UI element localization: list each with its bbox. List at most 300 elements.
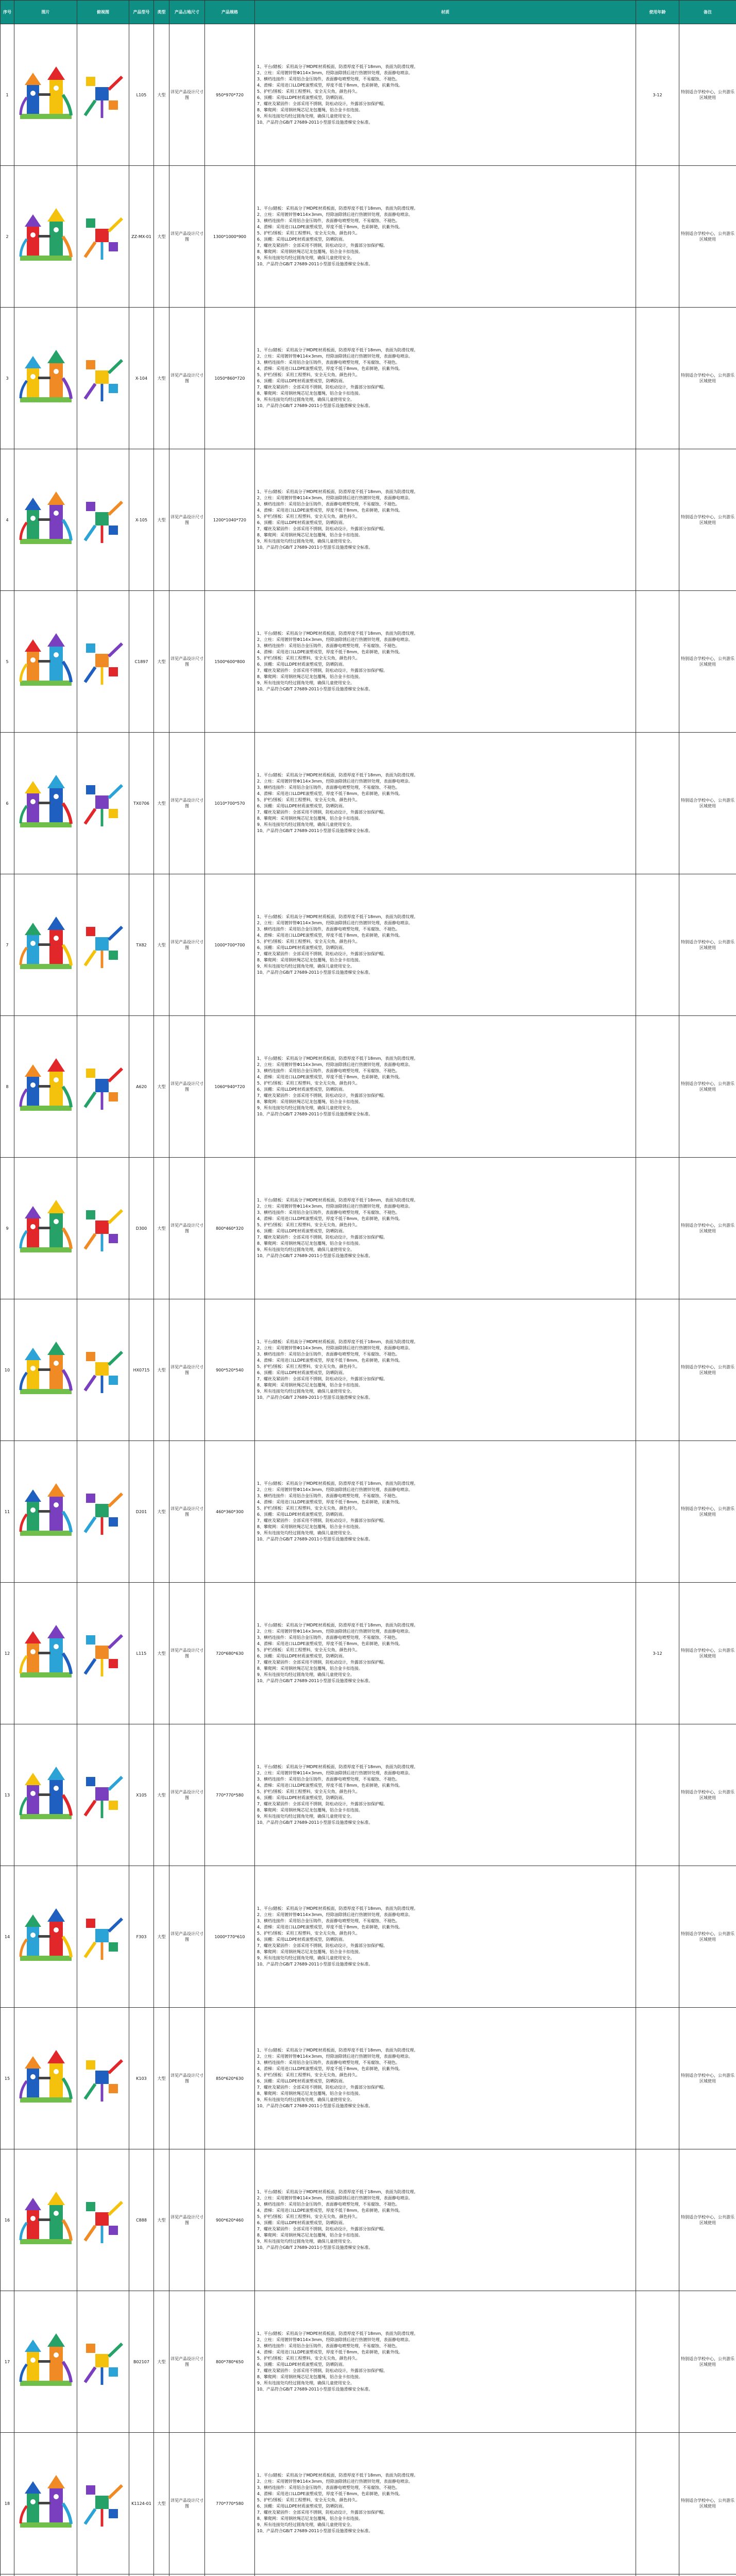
material-line: 2、立柱：采用镀锌管Φ114×3mm，经除油除锈后进行热镀锌处理，表面静电喷涂。 — [257, 496, 413, 500]
playground-photo-icon — [18, 340, 74, 417]
material-line: 10、产品符合GB/T 27689-2011小型游乐设施滑梯安全标准。 — [257, 1253, 373, 1258]
product-note: 特别适合学校中心，公共游乐区域使用 — [679, 24, 736, 166]
product-image-cell — [14, 166, 77, 308]
material-line: 2、立柱：采用镀锌管Φ114×3mm，经除油除锈后进行热镀锌处理，表面静电喷涂。 — [257, 212, 413, 217]
table-row — [1, 449, 736, 591]
material-line: 5、护栏/围板：采用工程塑料，安全无尖角，颜色持久。 — [257, 372, 360, 377]
material-line: 6、顶棚：采用LLDPE材质滚塑成型，防晒防雨。 — [257, 804, 347, 808]
playground-photo-icon — [18, 1615, 74, 1692]
material-line: 2、立柱：采用镀锌管Φ114×3mm，经除油除锈后进行热镀锌处理，表面静电喷涂。 — [257, 2479, 413, 2484]
topview-image-cell — [77, 874, 129, 1016]
material-line: 1、平台/踏板：采用高分子MDPE材质板面，防滑厚度不低于18mm，表面为防滑纹理。 — [257, 2048, 418, 2053]
material-line: 6、顶棚：采用LLDPE材质滚塑成型，防晒防雨。 — [257, 2221, 347, 2225]
material-line: 7、螺丝及紧固件：全部采用不锈钢，防松动设计，外露部分加保护帽。 — [257, 2085, 388, 2090]
product-area: 详见产品设计尺寸图 — [169, 449, 205, 591]
product-model: L105 — [129, 24, 154, 166]
material-line: 9、所有连接处均经过圆角处理，确保儿童使用安全。 — [257, 1814, 355, 1819]
product-model: K103 — [129, 2008, 154, 2149]
material-line: 3、横档连接件：采用铝合金压铸件，表面静电喷塑处理，不易腐蚀、不褪色。 — [257, 1069, 400, 1073]
product-model: D300 — [129, 1158, 154, 1299]
material-line: 3、横档连接件：采用铝合金压铸件，表面静电喷塑处理，不易腐蚀、不褪色。 — [257, 360, 400, 365]
material-line: 5、护栏/围板：采用工程塑料，安全无尖角，颜色持久。 — [257, 1789, 360, 1794]
topview-image-cell — [77, 733, 129, 874]
material-line: 1、平台/踏板：采用高分子MDPE材质板面，防滑厚度不低于18mm，表面为防滑纹理。 — [257, 2331, 418, 2336]
playground-topview-icon — [80, 208, 126, 265]
material-line: 1、平台/踏板：采用高分子MDPE材质板面，防滑厚度不低于18mm，表面为防滑纹理。 — [257, 64, 418, 69]
product-image-cell — [14, 1583, 77, 1724]
row-index: 10 — [1, 1299, 14, 1441]
material-line: 5、护栏/围板：采用工程塑料，安全无尖角，颜色持久。 — [257, 1081, 360, 1086]
material-line: 7、螺丝及紧固件：全部采用不锈钢，防松动设计，外露部分加保护帽。 — [257, 668, 388, 673]
material-line: 2、立柱：采用镀锌管Φ114×3mm，经除油除锈后进行热镀锌处理，表面静电喷涂。 — [257, 637, 413, 642]
product-material — [255, 308, 636, 449]
product-age — [636, 1299, 679, 1441]
product-area — [169, 2574, 205, 2576]
material-line: 8、攀爬网：采用钢丝绳芯尼龙包覆绳，铝合金卡扣连接。 — [257, 249, 363, 254]
material-line: 3、横档连接件：采用铝合金压铸件，表面静电喷塑处理，不易腐蚀、不褪色。 — [257, 643, 400, 648]
row-index: 12 — [1, 1583, 14, 1724]
material-line: 5、护栏/围板：采用工程塑料，安全无尖角，颜色持久。 — [257, 514, 360, 519]
product-model — [129, 2574, 154, 2576]
material-line: 1、平台/踏板：采用高分子MDPE材质板面，防滑厚度不低于18mm，表面为防滑纹理。 — [257, 1623, 418, 1628]
table-row — [1, 2008, 736, 2149]
material-line: 6、顶棚：采用LLDPE材质滚塑成型，防晒防雨。 — [257, 1512, 347, 1517]
product-spec: 1060*940*720 — [205, 1016, 255, 1158]
material-line: 5、护栏/围板：采用工程塑料，安全无尖角，颜色持久。 — [257, 1364, 360, 1369]
material-line: 7、螺丝及紧固件：全部采用不锈钢，防松动设计，外露部分加保护帽。 — [257, 1518, 388, 1523]
table-row — [1, 874, 736, 1016]
product-material — [255, 2008, 636, 2149]
row-index: 8 — [1, 1016, 14, 1158]
material-line: 9、所有连接处均经过圆角处理，确保儿童使用安全。 — [257, 539, 355, 544]
topview-image-cell — [77, 1441, 129, 1583]
playground-photo-icon — [18, 623, 74, 700]
product-type: 大型 — [154, 1299, 169, 1441]
material-line: 3、横档连接件：采用铝合金压铸件，表面静电喷塑处理，不易腐蚀、不褪色。 — [257, 927, 400, 931]
product-spec: 770*770*580 — [205, 1724, 255, 1866]
product-age — [636, 733, 679, 874]
table-row — [1, 733, 736, 874]
product-age — [636, 1441, 679, 1583]
product-area: 详见产品设计尺寸图 — [169, 2291, 205, 2433]
material-line: 7、螺丝及紧固件：全部采用不锈钢，防松动设计，外露部分加保护帽。 — [257, 385, 388, 389]
product-note — [679, 2574, 736, 2576]
product-type: 大型 — [154, 166, 169, 308]
product-type: 大型 — [154, 2149, 169, 2291]
playground-topview-icon — [80, 1908, 126, 1965]
material-line: 3、横档连接件：采用铝合金压铸件，表面静电喷塑处理，不易腐蚀、不褪色。 — [257, 77, 400, 81]
product-type: 大型 — [154, 2008, 169, 2149]
product-area: 详见产品设计尺寸图 — [169, 308, 205, 449]
product-material — [255, 2574, 636, 2576]
material-line: 4、滑梯：采用进口LLDPE滚塑成型，厚度不低于8mm，色彩鲜艳，抗紫外线。 — [257, 1783, 403, 1788]
product-area: 详见产品设计尺寸图 — [169, 2008, 205, 2149]
material-line: 5、护栏/围板：采用工程塑料，安全无尖角，颜色持久。 — [257, 231, 360, 235]
material-line: 8、攀爬网：采用钢丝绳芯尼龙包覆绳，铝合金卡扣连接。 — [257, 533, 363, 537]
material-line: 10、产品符合GB/T 27689-2011小型游乐设施滑梯安全标准。 — [257, 2245, 373, 2250]
playground-photo-icon — [18, 1756, 74, 1834]
product-spec: 1000*700*700 — [205, 874, 255, 1016]
product-area: 详见产品设计尺寸图 — [169, 1724, 205, 1866]
product-age — [636, 2433, 679, 2574]
material-line: 2、立柱：采用镀锌管Φ114×3mm，经除油除锈后进行热镀锌处理，表面静电喷涂。 — [257, 2337, 413, 2342]
product-image-cell — [14, 733, 77, 874]
product-material — [255, 1441, 636, 1583]
product-model: X105 — [129, 1724, 154, 1866]
material-line: 6、顶棚：采用LLDPE材质滚塑成型，防晒防雨。 — [257, 95, 347, 100]
row-index: 2 — [1, 166, 14, 308]
material-line: 2、立柱：采用镀锌管Φ114×3mm，经除油除锈后进行热镀锌处理，表面静电喷涂。 — [257, 1204, 413, 1209]
material-line: 6、顶棚：采用LLDPE材质滚塑成型，防晒防雨。 — [257, 1654, 347, 1658]
topview-image-cell — [77, 308, 129, 449]
product-spec: 800*780*650 — [205, 2291, 255, 2433]
material-line: 2、立柱：采用镀锌管Φ114×3mm，经除油除锈后进行热镀锌处理，表面静电喷涂。 — [257, 779, 413, 784]
material-line: 9、所有连接处均经过圆角处理，确保儿童使用安全。 — [257, 681, 355, 685]
product-note: 特别适合学校中心，公共游乐区域使用 — [679, 166, 736, 308]
product-spec: 950*970*720 — [205, 24, 255, 166]
material-line: 8、攀爬网：采用钢丝绳芯尼龙包覆绳，铝合金卡扣连接。 — [257, 2233, 363, 2238]
product-age — [636, 591, 679, 733]
material-line: 1、平台/踏板：采用高分子MDPE材质板面，防滑厚度不低于18mm，表面为防滑纹理。 — [257, 1481, 418, 1486]
material-line: 4、滑梯：采用进口LLDPE滚塑成型，厚度不低于8mm，色彩鲜艳，抗紫外线。 — [257, 225, 403, 229]
product-note: 特别适合学校中心，公共游乐区域使用 — [679, 2291, 736, 2433]
product-material — [255, 874, 636, 1016]
product-area: 详见产品设计尺寸图 — [169, 1016, 205, 1158]
material-line: 10、产品符合GB/T 27689-2011小型游乐设施滑梯安全标准。 — [257, 1395, 373, 1400]
playground-photo-icon — [18, 2181, 74, 2259]
product-spec: 1010*700*570 — [205, 733, 255, 874]
product-model: HX0715 — [129, 1299, 154, 1441]
material-line: 5、护栏/围板：采用工程塑料，安全无尖角，颜色持久。 — [257, 1931, 360, 1936]
material-line: 4、滑梯：采用进口LLDPE滚塑成型，厚度不低于8mm，色彩鲜艳，抗紫外线。 — [257, 650, 403, 654]
product-model: ZZ-MX-01 — [129, 166, 154, 308]
material-line: 9、所有连接处均经过圆角处理，确保儿童使用安全。 — [257, 256, 355, 260]
product-age: 3-12 — [636, 1583, 679, 1724]
product-image-cell — [14, 874, 77, 1016]
row-index: 14 — [1, 1866, 14, 2008]
table-row — [1, 1016, 736, 1158]
product-note: 特别适合学校中心，公共游乐区域使用 — [679, 2149, 736, 2291]
playground-photo-icon — [18, 2465, 74, 2542]
material-line: 10、产品符合GB/T 27689-2011小型游乐设施滑梯安全标准。 — [257, 120, 373, 125]
product-type: 大型 — [154, 2291, 169, 2433]
material-line: 5、护栏/围板：采用工程塑料，安全无尖角，颜色持久。 — [257, 89, 360, 94]
header-age: 使用年龄 — [636, 1, 679, 24]
material-line: 5、护栏/围板：采用工程塑料，安全无尖角，颜色持久。 — [257, 2498, 360, 2502]
material-line: 2、立柱：采用镀锌管Φ114×3mm，经除油除锈后进行热镀锌处理，表面静电喷涂。 — [257, 1912, 413, 1917]
topview-image-cell — [77, 24, 129, 166]
material-line: 8、攀爬网：采用钢丝绳芯尼龙包覆绳，铝合金卡扣连接。 — [257, 816, 363, 821]
product-image-cell — [14, 591, 77, 733]
product-age — [636, 308, 679, 449]
product-model: K1124-01 — [129, 2433, 154, 2574]
table-row — [1, 2433, 736, 2574]
product-note: 特别适合学校中心，公共游乐区域使用 — [679, 308, 736, 449]
playground-photo-icon — [18, 2040, 74, 2117]
product-type: 大型 — [154, 1016, 169, 1158]
table-row — [1, 1724, 736, 1866]
product-note: 特别适合学校中心，公共游乐区域使用 — [679, 2008, 736, 2149]
material-line: 9、所有连接处均经过圆角处理，确保儿童使用安全。 — [257, 397, 355, 402]
material-line: 9、所有连接处均经过圆角处理，确保儿童使用安全。 — [257, 2097, 355, 2102]
material-line: 8、攀爬网：采用钢丝绳芯尼龙包覆绳，铝合金卡扣连接。 — [257, 1666, 363, 1671]
playground-topview-icon — [80, 2192, 126, 2248]
material-line: 8、攀爬网：采用钢丝绳芯尼龙包覆绳，铝合金卡扣连接。 — [257, 1241, 363, 1246]
topview-image-cell — [77, 166, 129, 308]
playground-topview-icon — [80, 775, 126, 832]
material-line: 7、螺丝及紧固件：全部采用不锈钢，防松动设计，外露部分加保护帽。 — [257, 2510, 388, 2515]
material-line: 8、攀爬网：采用钢丝绳芯尼龙包覆绳，铝合金卡扣连接。 — [257, 2375, 363, 2379]
product-area: 详见产品设计尺寸图 — [169, 1158, 205, 1299]
playground-topview-icon — [80, 66, 126, 123]
product-area: 详见产品设计尺寸图 — [169, 2149, 205, 2291]
material-line: 8、攀爬网：采用钢丝绳芯尼龙包覆绳，铝合金卡扣连接。 — [257, 1808, 363, 1812]
material-line: 6、顶棚：采用LLDPE材质滚塑成型，防晒防雨。 — [257, 237, 347, 242]
product-type: 大型 — [154, 1866, 169, 2008]
header-note: 备注 — [679, 1, 736, 24]
material-line: 10、产品符合GB/T 27689-2011小型游乐设施滑梯安全标准。 — [257, 2387, 373, 2392]
product-type: 大型 — [154, 1158, 169, 1299]
material-line: 4、滑梯：采用进口LLDPE滚塑成型，厚度不低于8mm，色彩鲜艳，抗紫外线。 — [257, 2066, 403, 2071]
header-area: 产品占地尺寸 — [169, 1, 205, 24]
material-line: 8、攀爬网：采用钢丝绳芯尼龙包覆绳，铝合金卡扣连接。 — [257, 958, 363, 962]
product-type: 大型 — [154, 1583, 169, 1724]
material-line: 10、产品符合GB/T 27689-2011小型游乐设施滑梯安全标准。 — [257, 1820, 373, 1825]
material-line: 5、护栏/围板：采用工程塑料，安全无尖角，颜色持久。 — [257, 2214, 360, 2219]
playground-topview-icon — [80, 2333, 126, 2390]
material-line: 1、平台/踏板：采用高分子MDPE材质板面，防滑厚度不低于18mm，表面为防滑纹理。 — [257, 2190, 418, 2194]
material-line: 9、所有连接处均经过圆角处理，确保儿童使用安全。 — [257, 2381, 355, 2385]
material-line: 1、平台/踏板：采用高分子MDPE材质板面，防滑厚度不低于18mm，表面为防滑纹理。 — [257, 914, 418, 919]
topview-image-cell — [77, 1299, 129, 1441]
topview-image-cell — [77, 449, 129, 591]
material-line: 10、产品符合GB/T 27689-2011小型游乐设施滑梯安全标准。 — [257, 1537, 373, 1541]
material-line: 9、所有连接处均经过圆角处理，确保儿童使用安全。 — [257, 2239, 355, 2244]
product-spec: 1000*770*610 — [205, 1866, 255, 2008]
material-line: 10、产品符合GB/T 27689-2011小型游乐设施滑梯安全标准。 — [257, 2529, 373, 2533]
product-age — [636, 1866, 679, 2008]
material-line: 7、螺丝及紧固件：全部采用不锈钢，防松动设计，外露部分加保护帽。 — [257, 1235, 388, 1240]
row-index: 9 — [1, 1158, 14, 1299]
material-line: 2、立柱：采用镀锌管Φ114×3mm，经除油除锈后进行热镀锌处理，表面静电喷涂。 — [257, 1346, 413, 1350]
row-index: 17 — [1, 2291, 14, 2433]
product-model: TX0706 — [129, 733, 154, 874]
playground-topview-icon — [80, 1342, 126, 1398]
topview-image-cell — [77, 1158, 129, 1299]
playground-topview-icon — [80, 917, 126, 973]
material-line: 6、顶棚：采用LLDPE材质滚塑成型，防晒防雨。 — [257, 520, 347, 525]
material-line: 7、螺丝及紧固件：全部采用不锈钢，防松动设计，外露部分加保护帽。 — [257, 527, 388, 531]
material-line: 7、螺丝及紧固件：全部采用不锈钢，防松动设计，外露部分加保护帽。 — [257, 1093, 388, 1098]
material-line: 6、顶棚：采用LLDPE材质滚塑成型，防晒防雨。 — [257, 1795, 347, 1800]
product-spec: 1050*860*720 — [205, 308, 255, 449]
row-index: 18 — [1, 2433, 14, 2574]
material-line: 4、滑梯：采用进口LLDPE滚塑成型，厚度不低于8mm，色彩鲜艳，抗紫外线。 — [257, 366, 403, 371]
topview-image-cell — [77, 1724, 129, 1866]
material-line: 7、螺丝及紧固件：全部采用不锈钢，防松动设计，外露部分加保护帽。 — [257, 1802, 388, 1806]
header-type: 类型 — [154, 1, 169, 24]
material-line: 9、所有连接处均经过圆角处理，确保儿童使用安全。 — [257, 1531, 355, 1535]
material-line: 7、螺丝及紧固件：全部采用不锈钢，防松动设计，外露部分加保护帽。 — [257, 952, 388, 956]
material-line: 3、横档连接件：采用铝合金压铸件，表面静电喷塑处理，不易腐蚀、不褪色。 — [257, 1210, 400, 1215]
product-area: 详见产品设计尺寸图 — [169, 733, 205, 874]
material-line: 10、产品符合GB/T 27689-2011小型游乐设施滑梯安全标准。 — [257, 545, 373, 550]
material-line: 1、平台/踏板：采用高分子MDPE材质板面，防滑厚度不低于18mm，表面为防滑纹理。 — [257, 1340, 418, 1344]
product-material — [255, 2433, 636, 2574]
product-area: 详见产品设计尺寸图 — [169, 1441, 205, 1583]
material-line: 7、螺丝及紧固件：全部采用不锈钢，防松动设计，外露部分加保护帽。 — [257, 810, 388, 815]
product-spec: 1500*600*800 — [205, 591, 255, 733]
playground-photo-icon — [18, 765, 74, 842]
material-line: 3、横档连接件：采用铝合金压铸件，表面静电喷塑处理，不易腐蚀、不褪色。 — [257, 2202, 400, 2207]
row-index: 11 — [1, 1441, 14, 1583]
topview-image-cell — [77, 2149, 129, 2291]
material-line: 3、横档连接件：采用铝合金压铸件，表面静电喷塑处理，不易腐蚀、不褪色。 — [257, 218, 400, 223]
material-line: 4、滑梯：采用进口LLDPE滚塑成型，厚度不低于8mm，色彩鲜艳，抗紫外线。 — [257, 1641, 403, 1646]
row-index: 4 — [1, 449, 14, 591]
product-spec: 900*520*540 — [205, 1299, 255, 1441]
product-model: A620 — [129, 1016, 154, 1158]
row-index: 7 — [1, 874, 14, 1016]
table-row — [1, 2149, 736, 2291]
table-row — [1, 24, 736, 166]
material-line: 6、顶棚：采用LLDPE材质滚塑成型，防晒防雨。 — [257, 1937, 347, 1942]
material-line: 3、横档连接件：采用铝合金压铸件，表面静电喷塑处理，不易腐蚀、不褪色。 — [257, 1352, 400, 1357]
material-line: 6、顶棚：采用LLDPE材质滚塑成型，防晒防雨。 — [257, 2079, 347, 2083]
material-line: 8、攀爬网：采用钢丝绳芯尼龙包覆绳，铝合金卡扣连接。 — [257, 2516, 363, 2521]
product-type — [154, 2574, 169, 2576]
material-line: 2、立柱：采用镀锌管Φ114×3mm，经除油除锈后进行热镀锌处理，表面静电喷涂。 — [257, 2196, 413, 2200]
material-line: 5、护栏/围板：采用工程塑料，安全无尖角，颜色持久。 — [257, 1506, 360, 1511]
material-line: 9、所有连接处均经过圆角处理，确保儿童使用安全。 — [257, 1247, 355, 1252]
product-model: C888 — [129, 2149, 154, 2291]
playground-topview-icon — [80, 633, 126, 690]
product-type: 大型 — [154, 1441, 169, 1583]
product-material — [255, 1583, 636, 1724]
material-line: 5、护栏/围板：采用工程塑料，安全无尖角，颜色持久。 — [257, 1223, 360, 1227]
playground-topview-icon — [80, 492, 126, 548]
product-material — [255, 2149, 636, 2291]
material-line: 6、顶棚：采用LLDPE材质滚塑成型，防晒防雨。 — [257, 1229, 347, 1233]
material-line: 8、攀爬网：采用钢丝绳芯尼龙包覆绳，铝合金卡扣连接。 — [257, 1950, 363, 1954]
material-line: 7、螺丝及紧固件：全部采用不锈钢，防松动设计，外露部分加保护帽。 — [257, 2368, 388, 2373]
row-index: 5 — [1, 591, 14, 733]
product-image-cell — [14, 1866, 77, 2008]
product-spec — [205, 2574, 255, 2576]
material-line: 6、顶棚：采用LLDPE材质滚塑成型，防晒防雨。 — [257, 1370, 347, 1375]
material-line: 2、立柱：采用镀锌管Φ114×3mm，经除油除锈后进行热镀锌处理，表面静电喷涂。 — [257, 71, 413, 75]
product-age — [636, 874, 679, 1016]
product-area: 详见产品设计尺寸图 — [169, 1583, 205, 1724]
material-line: 3、横档连接件：采用铝合金压铸件，表面静电喷塑处理，不易腐蚀、不褪色。 — [257, 1635, 400, 1640]
product-type: 大型 — [154, 24, 169, 166]
material-line: 10、产品符合GB/T 27689-2011小型游乐设施滑梯安全标准。 — [257, 1962, 373, 1967]
material-line: 8、攀爬网：采用钢丝绳芯尼龙包覆绳，铝合金卡扣连接。 — [257, 1383, 363, 1387]
product-age: 3-12 — [636, 24, 679, 166]
playground-topview-icon — [80, 1767, 126, 1823]
header-row — [1, 1, 736, 24]
row-index: 13 — [1, 1724, 14, 1866]
product-model: L115 — [129, 1583, 154, 1724]
playground-topview-icon — [80, 1625, 126, 1682]
material-line: 4、滑梯：采用进口LLDPE滚塑成型，厚度不低于8mm，色彩鲜艳，抗紫外线。 — [257, 1925, 403, 1929]
product-material — [255, 1299, 636, 1441]
material-line: 4、滑梯：采用进口LLDPE滚塑成型，厚度不低于8mm，色彩鲜艳，抗紫外线。 — [257, 1216, 403, 1221]
material-line: 1、平台/踏板：采用高分子MDPE材质板面，防滑厚度不低于18mm，表面为防滑纹理。 — [257, 348, 418, 352]
product-type: 大型 — [154, 874, 169, 1016]
table-row — [1, 166, 736, 308]
table-row — [1, 1158, 736, 1299]
material-line: 9、所有连接处均经过圆角处理，确保儿童使用安全。 — [257, 114, 355, 118]
product-note: 特别适合学校中心，公共游乐区域使用 — [679, 1158, 736, 1299]
material-line: 10、产品符合GB/T 27689-2011小型游乐设施滑梯安全标准。 — [257, 2104, 373, 2108]
material-line: 4、滑梯：采用进口LLDPE滚塑成型，厚度不低于8mm，色彩鲜艳，抗紫外线。 — [257, 83, 403, 88]
topview-image-cell — [77, 2291, 129, 2433]
product-material — [255, 449, 636, 591]
product-model: F303 — [129, 1866, 154, 2008]
material-line: 10、产品符合GB/T 27689-2011小型游乐设施滑梯安全标准。 — [257, 262, 373, 266]
playground-photo-icon — [18, 198, 74, 275]
material-line: 9、所有连接处均经过圆角处理，确保儿童使用安全。 — [257, 822, 355, 827]
product-note: 特别适合学校中心，公共游乐区域使用 — [679, 1299, 736, 1441]
product-image-cell — [14, 449, 77, 591]
product-age — [636, 2574, 679, 2576]
material-line: 2、立柱：采用镀锌管Φ114×3mm，经除油除锈后进行热镀锌处理，表面静电喷涂。 — [257, 921, 413, 925]
material-line: 2、立柱：采用镀锌管Φ114×3mm，经除油除锈后进行热镀锌处理，表面静电喷涂。 — [257, 1487, 413, 1492]
material-line: 7、螺丝及紧固件：全部采用不锈钢，防松动设计，外露部分加保护帽。 — [257, 101, 388, 106]
material-line: 5、护栏/围板：采用工程塑料，安全无尖角，颜色持久。 — [257, 2073, 360, 2077]
material-line: 10、产品符合GB/T 27689-2011小型游乐设施滑梯安全标准。 — [257, 687, 373, 691]
material-line: 3、横档连接件：采用铝合金压铸件，表面静电喷塑处理，不易腐蚀、不褪色。 — [257, 1777, 400, 1782]
table-row — [1, 1299, 736, 1441]
material-line: 4、滑梯：采用进口LLDPE滚塑成型，厚度不低于8mm，色彩鲜艳，抗紫外线。 — [257, 1358, 403, 1363]
material-line: 8、攀爬网：采用钢丝绳芯尼龙包覆绳，铝合金卡扣连接。 — [257, 1099, 363, 1104]
topview-image-cell — [77, 2433, 129, 2574]
material-line: 3、横档连接件：采用铝合金压铸件，表面静电喷塑处理，不易腐蚀、不褪色。 — [257, 502, 400, 506]
material-line: 5、护栏/围板：采用工程塑料，安全无尖角，颜色持久。 — [257, 798, 360, 802]
material-line: 6、顶棚：采用LLDPE材质滚塑成型，防晒防雨。 — [257, 2362, 347, 2367]
material-line: 3、横档连接件：采用铝合金压铸件，表面静电喷塑处理，不易腐蚀、不褪色。 — [257, 2485, 400, 2490]
material-line: 1、平台/踏板：采用高分子MDPE材质板面，防滑厚度不低于18mm，表面为防滑纹理。 — [257, 631, 418, 636]
row-index: 3 — [1, 308, 14, 449]
product-age — [636, 1158, 679, 1299]
product-age — [636, 2149, 679, 2291]
product-material — [255, 733, 636, 874]
material-line: 4、滑梯：采用进口LLDPE滚塑成型，厚度不低于8mm，色彩鲜艳，抗紫外线。 — [257, 791, 403, 796]
material-line: 10、产品符合GB/T 27689-2011小型游乐设施滑梯安全标准。 — [257, 970, 373, 975]
product-type: 大型 — [154, 2433, 169, 2574]
table-row — [1, 2291, 736, 2433]
product-material — [255, 1724, 636, 1866]
product-note: 特别适合学校中心，公共游乐区域使用 — [679, 449, 736, 591]
product-material — [255, 166, 636, 308]
playground-photo-icon — [18, 56, 74, 133]
playground-photo-icon — [18, 906, 74, 984]
playground-photo-icon — [18, 1190, 74, 1267]
playground-photo-icon — [18, 1898, 74, 1975]
product-area: 详见产品设计尺寸图 — [169, 1299, 205, 1441]
product-spec: 800*460*320 — [205, 1158, 255, 1299]
product-area: 详见产品设计尺寸图 — [169, 2433, 205, 2574]
material-line: 4、滑梯：采用进口LLDPE滚塑成型，厚度不低于8mm，色彩鲜艳，抗紫外线。 — [257, 1500, 403, 1504]
table-row — [1, 1583, 736, 1724]
product-spec: 1200*1040*720 — [205, 449, 255, 591]
material-line: 10、产品符合GB/T 27689-2011小型游乐设施滑梯安全标准。 — [257, 828, 373, 833]
product-area: 详见产品设计尺寸图 — [169, 24, 205, 166]
material-line: 7、螺丝及紧固件：全部采用不锈钢，防松动设计，外露部分加保护帽。 — [257, 2227, 388, 2231]
material-line: 9、所有连接处均经过圆角处理，确保儿童使用安全。 — [257, 1672, 355, 1677]
table-row — [1, 308, 736, 449]
